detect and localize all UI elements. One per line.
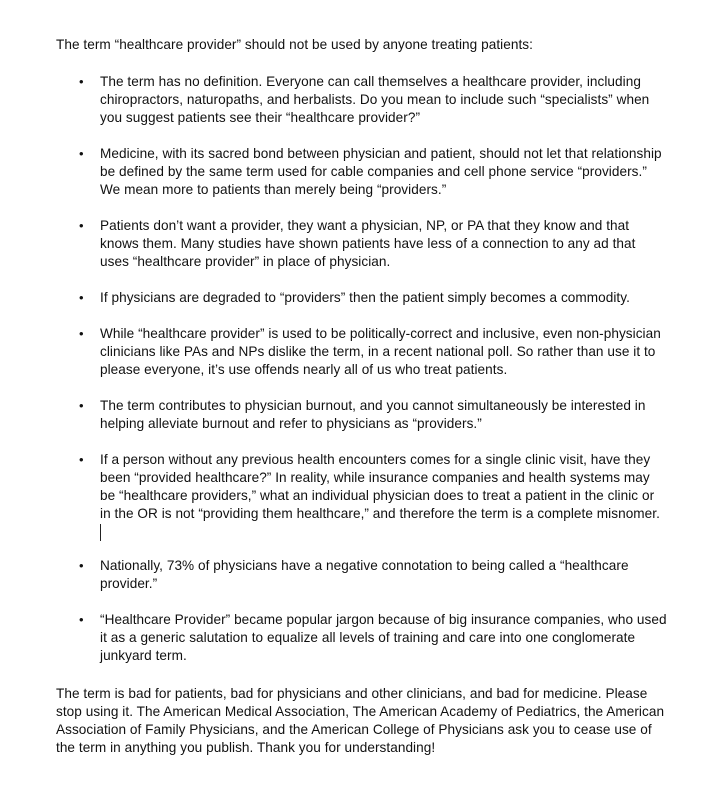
intro-paragraph: The term “healthcare provider” should not be used by anyone treating patients: (56, 37, 533, 52)
bullet-text: If physicians are degraded to “providers” then the patient simply becomes a commodity. (100, 290, 630, 305)
bullet-list (56, 73, 667, 665)
bullet-icon: • (79, 326, 84, 341)
bullet-icon: • (79, 146, 84, 161)
bullet-text: Patients don’t want a provider, they want a physician, NP, or PA that they know and that knows them. Many studies have shown patients have less of a connection to any ad that uses “healthcare provider” in place of physician. (100, 218, 636, 269)
bullet-text: While “healthcare provider” is used to be politically-correct and inclusive, even non-physician clinicians like PAs and NPs dislike the term, in a recent national poll. So rather than use it to please everyone, it’s use offends nearly all of us who treat patients. (100, 326, 661, 377)
bullet-text: The term contributes to physician burnout, and you cannot simultaneously be interested in helping alleviate burnout and refer to physicians as “providers.” (100, 398, 646, 431)
bullet-point-8 (56, 557, 667, 593)
bullet-icon: • (79, 452, 84, 467)
bullet-point-7 (56, 451, 667, 541)
bullet-point-5 (56, 325, 667, 379)
bullet-icon: • (79, 612, 84, 627)
bullet-point-3 (56, 217, 667, 271)
bullet-point-2 (56, 145, 667, 199)
bullet-point-9 (56, 611, 667, 665)
bullet-point-1 (56, 73, 667, 127)
bullet-icon: • (79, 290, 84, 305)
bullet-text: Nationally, 73% of physicians have a negative connotation to being called a “healthcare provider.” (100, 558, 629, 591)
text-cursor-icon (100, 524, 101, 541)
bullet-text: If a person without any previous health encounters comes for a single clinic visit, have they been “provided healthcare?” In reality, while insurance companies and health systems may be “healthcare providers,” what an individual physician does to treat a patient in the clinic or in the OR is not “providing them healthcare,” and therefore the term is a complete misnomer. (100, 452, 660, 521)
bullet-icon: • (79, 558, 84, 573)
bullet-point-4 (56, 289, 667, 307)
bullet-icon: • (79, 74, 84, 89)
bullet-text: Medicine, with its sacred bond between physician and patient, should not let that relationship be defined by the same term used for cable companies and cell phone service “providers.” We mean more to patients than merely being “providers.” (100, 146, 662, 197)
bullet-icon: • (79, 398, 84, 413)
bullet-point-6 (56, 397, 667, 433)
closing-paragraph: The term is bad for patients, bad for physicians and other clinicians, and bad for medicine. Please stop using it. The American Medical Association, The American Academy of Pediatrics, the American Association of Family Physicians, and the American College of Physicians ask you to cease use of the term in anything you publish. Thank you for understanding! (56, 686, 665, 755)
bullet-text: “Healthcare Provider” became popular jargon because of big insurance companies, who used it as a generic salutation to equalize all levels of training and care into one conglomerate junkyard term. (100, 612, 667, 663)
bullet-text: The term has no definition. Everyone can call themselves a healthcare provider, including chiropractors, naturopaths, and herbalists. Do you mean to include such “specialists” when you suggest patients see their “healthcare provider?” (100, 74, 650, 125)
bullet-icon: • (79, 218, 84, 233)
